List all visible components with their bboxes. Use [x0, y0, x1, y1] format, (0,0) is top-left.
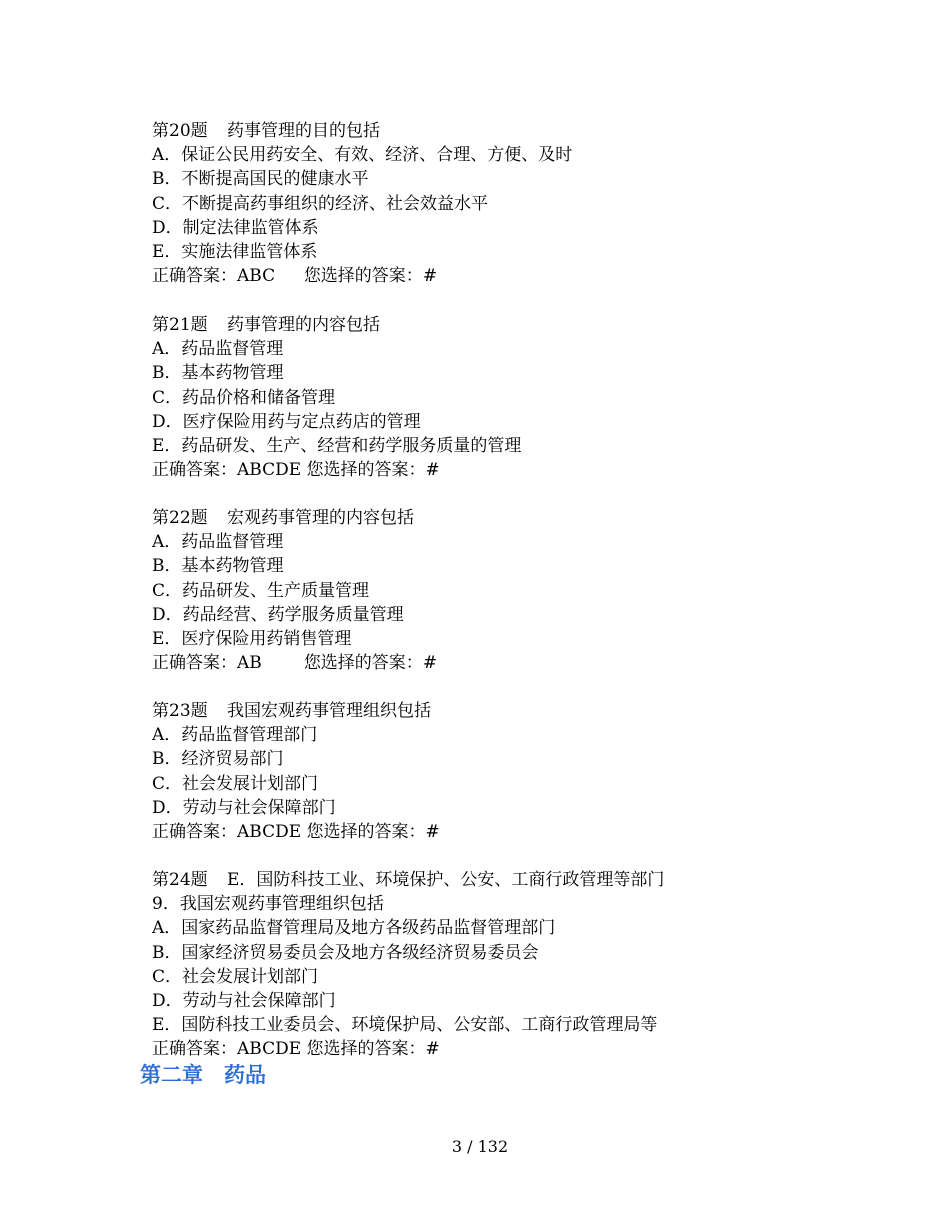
question-22	[152, 506, 437, 675]
chosen-answer-label: 您选择的答案：	[306, 460, 426, 481]
question-20	[152, 119, 572, 288]
chosen-answer-value: #	[422, 653, 438, 674]
option-c: C．不断提高药事组织的经济、社会效益水平	[152, 193, 489, 214]
correct-answer-label: 正确答案：	[152, 1039, 237, 1060]
option-c: C．社会发展计划部门	[152, 773, 319, 794]
correct-answer-value: ABC	[237, 266, 276, 287]
question-number: 第23题	[152, 701, 208, 721]
question-number: 第24题	[152, 870, 208, 890]
option-e: E．国防科技工业委员会、环境保护局、公安部、工商行政管理局等	[152, 1015, 658, 1036]
question-title	[152, 119, 572, 143]
question-title	[152, 506, 437, 530]
question-text: 我国宏观药事管理组织包括	[227, 701, 431, 721]
option-d: D．劳动与社会保障部门	[152, 797, 336, 818]
correct-answer-value: AB	[237, 653, 262, 674]
question-text: E．国防科技工业、环境保护、公安、工商行政管理等部门	[227, 870, 665, 890]
question-23	[152, 699, 440, 844]
question-24	[152, 868, 664, 1062]
option-e: E．实施法律监管体系	[152, 242, 318, 263]
option-b: B．国家经济贸易委员会及地方各级经济贸易委员会	[152, 942, 539, 963]
chosen-answer-label: 您选择的答案：	[303, 653, 423, 674]
option-c: C．社会发展计划部门	[152, 966, 319, 987]
chosen-answer-value: #	[422, 266, 438, 287]
option-c: C．药品价格和储备管理	[152, 387, 336, 408]
option-c: C．药品研发、生产质量管理	[152, 580, 370, 601]
answer-line	[152, 1037, 664, 1061]
option-a: A．保证公民用药安全、有效、经济、合理、方便、及时	[152, 145, 573, 166]
chosen-answer-value: #	[425, 822, 440, 843]
correct-answer-value: ABCDE	[237, 822, 302, 843]
correct-answer-value: ABCDE	[237, 460, 302, 481]
chosen-answer-value: #	[425, 1039, 440, 1060]
correct-answer-label: 正确答案：	[152, 266, 237, 287]
option-d: D．劳动与社会保障部门	[152, 991, 336, 1012]
correct-answer-label: 正确答案：	[152, 822, 237, 843]
chapter-heading: 第二章 药品	[140, 1063, 266, 1087]
sub-question: 9．我国宏观药事管理组织包括	[152, 894, 384, 915]
chosen-answer-label: 您选择的答案：	[303, 266, 423, 287]
page-indicator: 3 / 132	[451, 1137, 509, 1156]
option-e: E．医疗保险用药销售管理	[152, 629, 352, 650]
answer-line	[152, 820, 440, 844]
option-d: D．药品经营、药学服务质量管理	[152, 604, 404, 625]
question-text: 药事管理的内容包括	[227, 315, 380, 335]
question-title	[152, 868, 664, 892]
option-a: A．药品监督管理	[152, 532, 284, 553]
option-b: B．经济贸易部门	[152, 749, 284, 770]
answer-line	[152, 264, 572, 288]
correct-answer-label: 正确答案：	[152, 653, 237, 674]
question-number: 第21题	[152, 315, 208, 335]
option-a: A．药品监督管理部门	[152, 725, 318, 746]
question-title	[152, 313, 521, 337]
question-text: 药事管理的目的包括	[227, 121, 380, 141]
correct-answer-label: 正确答案：	[152, 460, 237, 481]
question-title	[152, 699, 440, 723]
chosen-answer-label: 您选择的答案：	[306, 822, 426, 843]
correct-answer-value: ABCDE	[237, 1039, 302, 1060]
option-b: B．基本药物管理	[152, 363, 284, 384]
option-a: A．药品监督管理	[152, 339, 284, 360]
option-d: D．制定法律监管体系	[152, 217, 319, 238]
answer-line	[152, 458, 521, 482]
answer-line	[152, 651, 437, 675]
option-d: D．医疗保险用药与定点药店的管理	[152, 411, 421, 432]
option-e: E．药品研发、生产、经营和药学服务质量的管理	[152, 436, 522, 457]
option-b: B．不断提高国民的健康水平	[152, 169, 369, 190]
question-21	[152, 313, 521, 482]
question-number: 第20题	[152, 121, 208, 141]
option-b: B．基本药物管理	[152, 556, 284, 577]
question-number: 第22题	[152, 508, 208, 528]
question-text: 宏观药事管理的内容包括	[227, 508, 414, 528]
option-a: A．国家药品监督管理局及地方各级药品监督管理部门	[152, 918, 556, 939]
chosen-answer-label: 您选择的答案：	[306, 1039, 426, 1060]
chosen-answer-value: #	[425, 460, 440, 481]
